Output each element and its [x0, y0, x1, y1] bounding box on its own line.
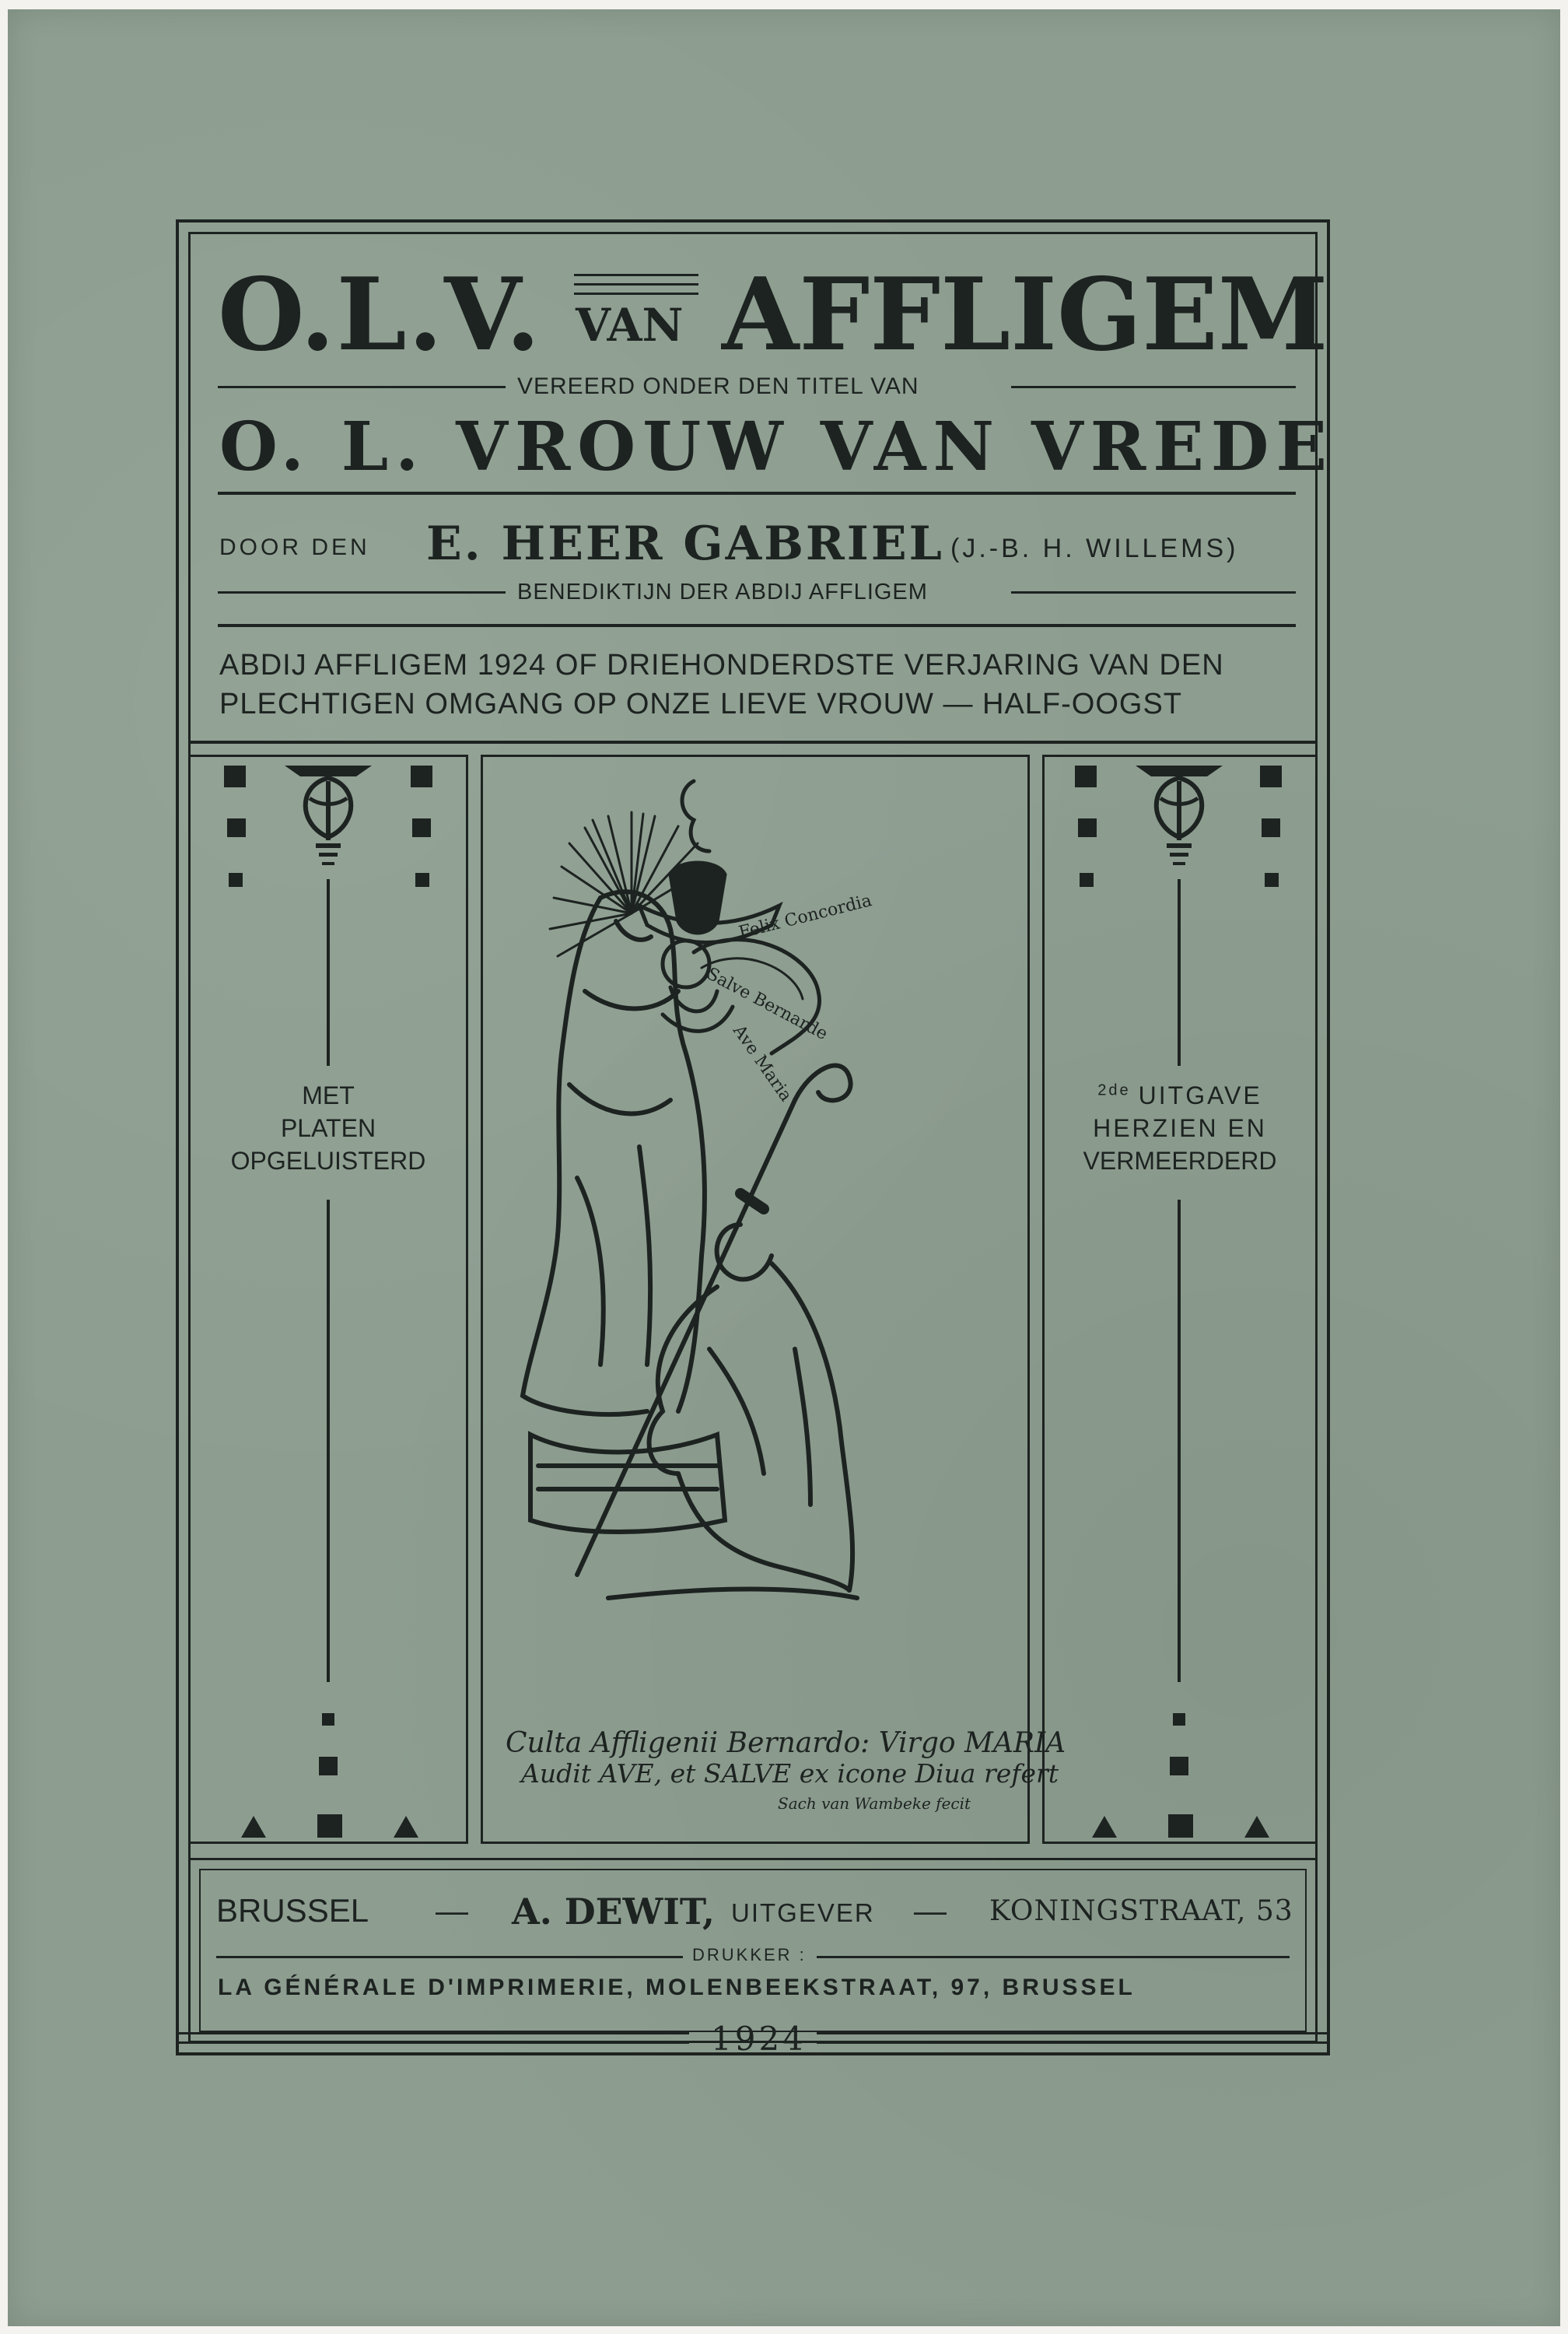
right-bottom-ornament-icon: [1089, 1807, 1276, 1841]
van-rule-2: [574, 283, 698, 286]
dash-2: —: [914, 1892, 947, 1929]
van-rule-1: [574, 274, 698, 276]
right-panel-superscript: 2de: [1097, 1081, 1131, 1099]
publisher-address: KONINGSTRAAT, 53: [989, 1895, 1293, 1927]
subtitle-intro-rule-right: [1011, 386, 1296, 388]
right-square-tr-3: [1265, 873, 1279, 887]
subtitle-intro: VEREERD ONDER DEN TITEL VAN: [517, 373, 919, 399]
madonna-bernard-illustration: [484, 758, 1027, 1841]
left-square-tr-3: [415, 873, 429, 887]
author-role-rule-right: [1011, 591, 1296, 594]
left-panel-line-3: OPGELUISTERD: [230, 1147, 426, 1175]
printer-name: LA GÉNÉRALE D'IMPRIMERIE, MOLENBEEKSTRAAT, 97, BRUSSEL: [218, 1975, 1136, 2000]
right-panel-line-3: VERMEERDERD: [1083, 1147, 1277, 1175]
right-square-tl-2: [1078, 818, 1097, 837]
title-olv: O.L.V.: [218, 257, 542, 373]
right-square-tr-1: [1260, 766, 1282, 787]
left-stem-upper: [327, 879, 330, 1066]
year-rule-right-1: [817, 2032, 1330, 2034]
occasion-line-1: ABDIJ AFFLIGEM 1924 OF DRIEHONDERDSTE VERJARING VAN DEN: [219, 649, 1224, 682]
right-square-tr-2: [1262, 818, 1280, 837]
printer-rule-right: [817, 1956, 1290, 1958]
author-name: E. HEER GABRIEL: [426, 517, 944, 571]
title-affligem: AFFLIGEM: [722, 257, 1328, 373]
occasion-line-2: PLECHTIGEN OMGANG OP ONZE LIEVE VROUW — HALF-OOGST: [219, 688, 1183, 720]
left-ornament-icon: [282, 762, 375, 871]
printer-rule-left: [216, 1956, 683, 1958]
left-stem-lower: [327, 1200, 330, 1682]
year-rule-left-1: [176, 2032, 689, 2034]
right-stem-upper: [1178, 879, 1181, 1066]
right-panel-line-1-text: UITGAVE: [1138, 1081, 1262, 1109]
subtitle-intro-rule-left: [218, 386, 506, 388]
left-bottom-square-1: [322, 1713, 334, 1726]
left-panel-line-1: MET: [302, 1081, 355, 1109]
left-square-tl-3: [229, 873, 243, 887]
publisher-name: A. DEWIT,: [512, 1891, 716, 1933]
year-rule-right-2: [817, 2041, 1330, 2044]
van-rule-3: [574, 293, 698, 295]
right-ornament-icon: [1132, 762, 1226, 871]
right-bottom-square-1: [1173, 1713, 1185, 1726]
author-real-name: (J.-B. H. WILLEMS): [950, 534, 1239, 563]
rule-after-author: [218, 624, 1296, 627]
author-role: BENEDIKTIJN DER ABDIJ AFFLIGEM: [517, 580, 928, 605]
banner-text: Salve Bernarde: [703, 964, 831, 1045]
rule-after-occasion: [188, 741, 1318, 744]
left-square-tl-1: [224, 766, 246, 787]
left-square-tl-2: [227, 818, 246, 837]
right-square-tl-1: [1075, 766, 1097, 787]
printer-label: DRUKKER :: [692, 1945, 807, 1964]
dash-1: —: [436, 1892, 468, 1929]
rule-after-subtitle: [218, 492, 1296, 495]
publisher-role: UITGEVER: [731, 1898, 875, 1927]
left-bottom-square-2: [319, 1757, 338, 1775]
book-cover: [8, 9, 1560, 2326]
illustration-caption-1: Culta Affligenii Bernardo: Virgo MARIA: [506, 1727, 1066, 1759]
illustration-signature: Sach van Wambeke fecit: [778, 1794, 971, 1813]
year-rule-left-2: [176, 2041, 689, 2044]
left-bottom-ornament-icon: [238, 1807, 425, 1841]
author-prefix: DOOR DEN: [219, 534, 370, 560]
left-panel-line-2: PLATEN: [280, 1114, 376, 1142]
right-square-tl-3: [1080, 873, 1094, 887]
publisher-city: BRUSSEL: [216, 1892, 369, 1929]
banner2-text: Ave Maria: [729, 1022, 796, 1106]
subtitle: O. L. VROUW VAN VREDE: [219, 408, 1334, 486]
right-stem-lower: [1178, 1200, 1181, 1682]
right-bottom-square-2: [1170, 1757, 1188, 1775]
author-role-rule-left: [218, 591, 506, 594]
illustration-caption-2: Audit AVE, et SALVE ex icone Diua refert: [521, 1758, 1059, 1789]
motto-text: Felix Concordia: [737, 891, 874, 943]
left-square-tr-1: [411, 766, 432, 787]
right-panel-line-2: HERZIEN EN: [1093, 1114, 1267, 1142]
right-panel-line-1: [1042, 1081, 1318, 1110]
left-square-tr-2: [412, 818, 431, 837]
title-van: VAN: [576, 299, 684, 352]
year: 1924: [711, 2020, 807, 2058]
